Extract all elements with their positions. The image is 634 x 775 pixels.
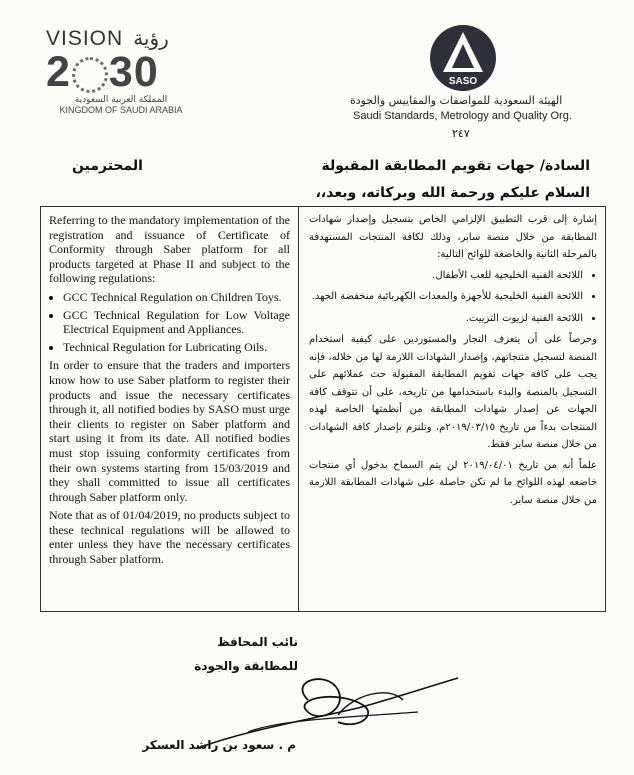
kingdom-english: KINGDOM OF SAUDI ARABIA bbox=[59, 105, 183, 115]
greeting: السلام عليكم ورحمة الله وبركاته، وبعد،، bbox=[315, 185, 590, 201]
arabic-note: علماً أنه من تاريخ ٢٠١٩/٠٤/٠١ لن يتم السماح بدخول أي منتجات خاضعه لهذه اللوائح ما لم تكن حاصلة على شهادات المطابقة اللازمة من خلال منصة سابر. bbox=[309, 459, 598, 506]
arabic-intro: إشارة إلى قرب التطبيق الإلزامي الخاص بتسجيل وإصدار شهادات المطابقة من خلال منصة سابر، وذلك لكافة المنتجات المستهدفة بالمرحلة الثانية والخاضعة للوائح التالية: bbox=[309, 214, 597, 260]
vision-label: VISION bbox=[46, 27, 124, 50]
arabic-regulation-item: • اللائحة الفنية الخليجية للأجهزة والمعدات الكهربائية منخفضة الجهد. bbox=[309, 288, 583, 306]
vision-arabic: رؤية bbox=[133, 26, 169, 50]
vision-year-b: 30 bbox=[108, 48, 159, 96]
english-note: Note that as of 01/04/2019, no products subject to these technical regulations will be allowed to enter unless they have the necessary certificates through Saber platform. bbox=[49, 508, 290, 567]
english-regulation-list bbox=[49, 290, 290, 354]
addressee: السادة/ جهات تقويم المطابقة المقبولة bbox=[321, 158, 590, 174]
english-intro: Referring to the mandatory implementation of the registration and issuance of Certificate of Conformity through Saber platform for all products targeted at Phase II and subject to the following regulations: bbox=[49, 213, 290, 286]
arabic-regulation-list bbox=[309, 267, 597, 328]
english-column bbox=[41, 207, 299, 611]
addressee-respected: المحترمين bbox=[72, 158, 143, 174]
signatory-title-line2: للمطابقة والجودة bbox=[194, 659, 298, 673]
vision-palm-emblem bbox=[72, 57, 108, 93]
signatory-title-line1: نائب المحافظ bbox=[217, 635, 298, 649]
kingdom-arabic: المملكة العربية السعودية bbox=[74, 95, 168, 105]
arabic-regulation-item: • اللائحة الفنية الخليجية للعب الأطفال. bbox=[309, 267, 583, 285]
english-regulation-item: • GCC Technical Regulation on Children Toys. bbox=[63, 290, 290, 305]
saso-logo bbox=[427, 22, 499, 94]
reference-number: ٢٤٧ bbox=[452, 127, 470, 140]
english-regulation-item: • GCC Technical Regulation for Low Voltage Electrical Equipment and Appliances. bbox=[63, 308, 290, 337]
vision-2030-logo bbox=[46, 26, 196, 115]
saso-logo-text: SASO bbox=[448, 76, 478, 87]
bilingual-content-table bbox=[40, 206, 606, 612]
arabic-column bbox=[305, 207, 601, 611]
english-instructions: In order to ensure that the traders and importers know how to use Saber platform to register their products and issue the necessary certificates through it, all notified bodies by SASO must urge their clients to register on Saber platform and start using it from its date. All notified bodies must stop issuing conformity certificates from their own systems starting from 15/03/2019 and they shall committed to issue all certificates through Saber platform only. bbox=[49, 358, 290, 504]
vision-year-a: 2 bbox=[46, 48, 71, 96]
saso-name-english: Saudi Standards, Metrology and Quality Org. bbox=[353, 110, 572, 122]
arabic-instructions: وحرصاً على أن يتعرف التجار والمستوردين على كيفية استخدام المنصة لتسجيل منتجاتهم، وإصدار الشهادات اللازمة لها من خلاله، فإنه يجب على كافة جهات تقويم المطابقة المقبولة حث عملائهم على التسجيل بالمنصة والبدء باستخدامها من تاريخه، على أن تتوقف كافة الجهات عن إصدار شهادات المطابقة من أنظمتها الخاصة لهذه المنتجات بدءاً من تاريخ ٢٠١٩/٠٣/١٥م، وتلتزم بإصدار كافة الشهادات من خلال منصة سابر فقط. bbox=[309, 334, 597, 450]
english-regulation-item: • Technical Regulation for Lubricating Oils. bbox=[63, 340, 290, 355]
arabic-regulation-item: • اللائحة الفنية لزيوت التزييت. bbox=[309, 310, 583, 328]
saso-name-arabic: الهيئة السعودية للمواصفات والمقاييس والجودة bbox=[350, 94, 563, 107]
signatory-name: م . سعود بن راشد العسكر bbox=[142, 738, 296, 752]
